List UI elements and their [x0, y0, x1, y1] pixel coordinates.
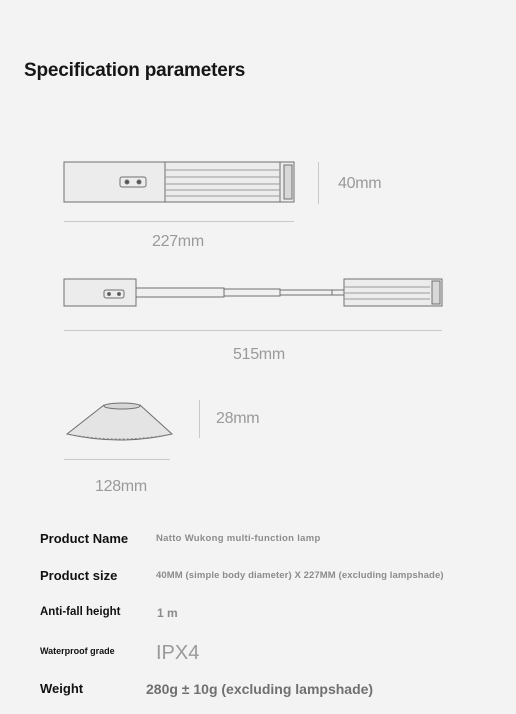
spec-value: Natto Wukong multi-function lamp [156, 533, 321, 544]
shade-height-dim-label: 28mm [216, 410, 260, 427]
spec-value: IPX4 [156, 642, 200, 664]
shade-diameter-dim-label: 128mm [95, 478, 147, 495]
shade-height-dim-line [199, 400, 200, 438]
folded-length-dim-label: 227mm [152, 233, 204, 250]
shade-diameter-dim-line [64, 459, 170, 460]
spec-label: Waterproof grade [40, 646, 115, 656]
page-title: Specification parameters [24, 60, 246, 81]
spec-value: 40MM (simple body diameter) X 227MM (excluding lampshade) [156, 570, 444, 581]
spec-label: Product Name [40, 531, 129, 546]
extended-length-dim-label: 515mm [233, 346, 285, 363]
spec-label: Product size [40, 568, 118, 583]
height-dim-label: 40mm [338, 175, 382, 192]
spec-label: Weight [40, 681, 84, 696]
spec-value: 1 m [157, 606, 178, 620]
spec-label: Anti-fall height [40, 606, 121, 618]
spec-value: 280g ± 10g (excluding lampshade) [146, 681, 374, 697]
